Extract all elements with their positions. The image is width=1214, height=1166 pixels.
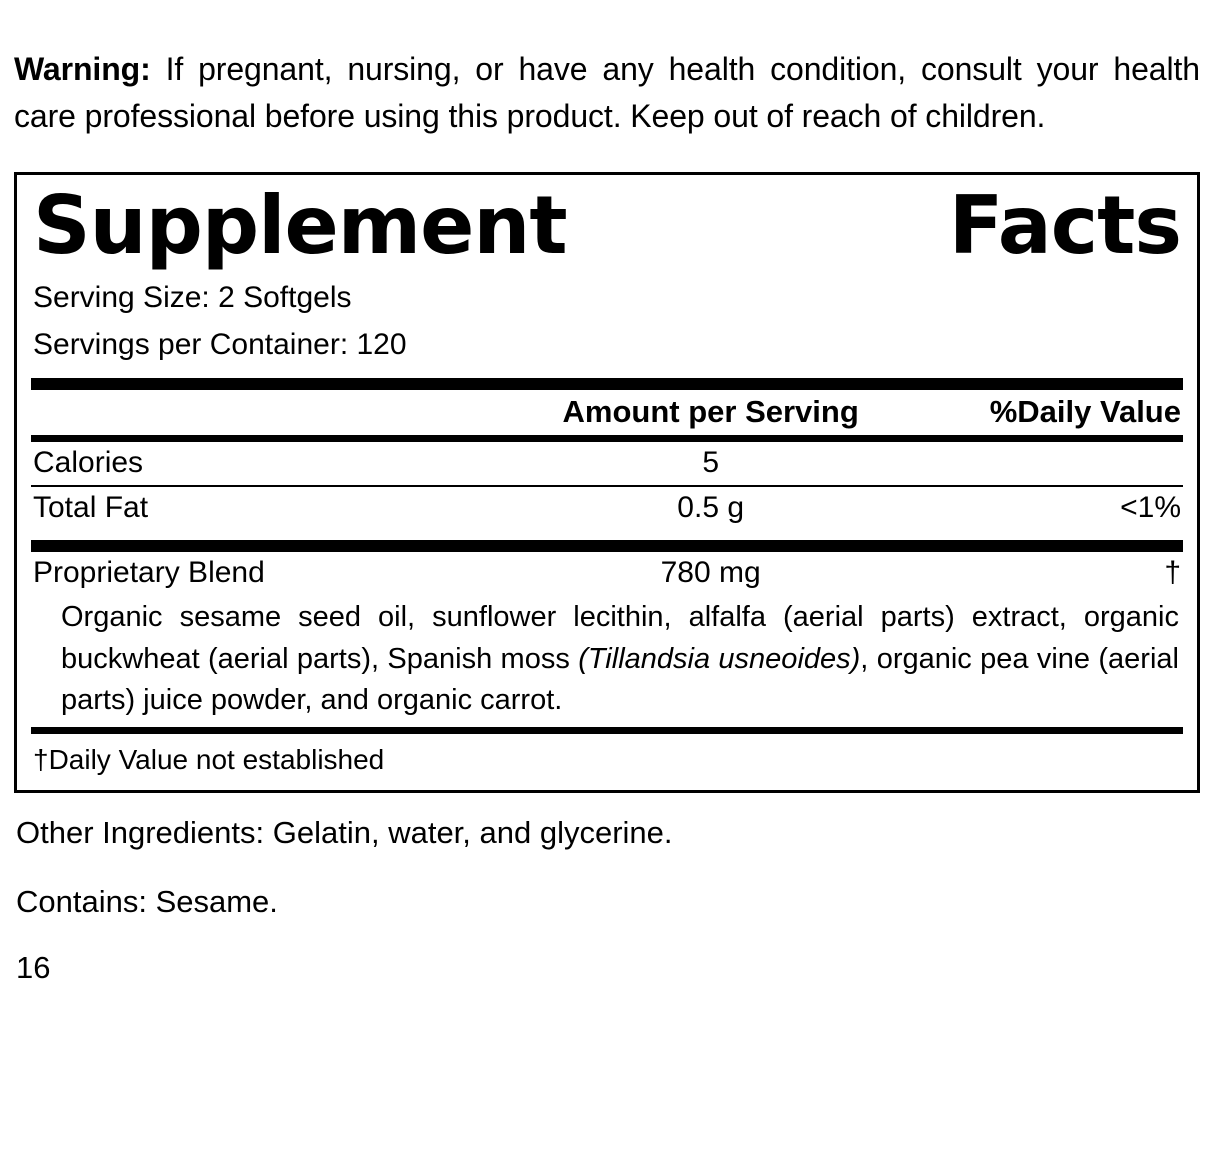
serving-size: Serving Size: 2 Softgels — [33, 281, 352, 315]
nutrition-rows — [31, 442, 1183, 485]
warning-label: Warning: — [14, 51, 151, 87]
contains-statement: Contains: Sesame. — [16, 883, 278, 919]
blend-description-pre: Organic sesame seed oil, sunflower lecithin, alfalfa (aerial parts) extract, organic buckwheat (aerial parts), Spanish moss — [61, 601, 1179, 675]
table-header-row — [31, 390, 1183, 435]
supplement-facts-title-right: Facts — [948, 179, 1181, 273]
row-blend-amount: 780 mg — [660, 556, 761, 590]
row-blend-dv: † — [1164, 556, 1181, 590]
divider-above-footnote — [31, 727, 1183, 734]
nutrition-rows-2 — [31, 487, 1183, 530]
blend-description — [31, 595, 1183, 727]
warning-paragraph — [14, 32, 1200, 140]
table-row — [31, 487, 1183, 530]
row-total-fat-dv: <1% — [1120, 491, 1181, 525]
divider-thick-top — [31, 378, 1183, 390]
row-total-fat-amount: 0.5 g — [677, 491, 745, 525]
supplement-label-page — [0, 32, 1214, 1166]
table-row — [31, 552, 1183, 595]
divider-thick-mid — [31, 540, 1183, 552]
row-calories-amount: 5 — [702, 446, 720, 480]
daily-value-footnote: †Daily Value not established — [33, 743, 385, 775]
supplement-facts-title-left: Supplement — [33, 179, 567, 273]
proprietary-blend-row — [31, 552, 1183, 595]
blend-description-italic: (Tillandsia usneoides) — [578, 642, 861, 675]
row-blend-name: Proprietary Blend — [33, 556, 265, 590]
row-calories-name: Calories — [33, 446, 144, 480]
nutrition-table — [31, 390, 1183, 435]
servings-per-container: Servings per Container: 120 — [33, 327, 407, 361]
row-total-fat-name: Total Fat — [33, 491, 149, 525]
other-ingredients: Other Ingredients: Gelatin, water, and glycerine. — [16, 815, 673, 851]
row-calories-dv — [930, 442, 1183, 485]
page-number: 16 — [16, 949, 51, 985]
blend-description-post: , organic pea vine (aerial parts) juice powder, and organic carrot. — [61, 642, 1179, 716]
header-amount-per-serving: Amount per Serving — [562, 394, 859, 430]
warning-text: If pregnant, nursing, or have any health condition, consult your health care professional before using this product. Keep out of reach of children. — [14, 51, 1200, 135]
supplement-facts-panel — [14, 172, 1200, 793]
supplement-facts-title — [31, 175, 1183, 275]
header-spacer — [31, 390, 492, 435]
header-daily-value: %Daily Value — [989, 394, 1181, 430]
divider-under-header — [31, 435, 1183, 442]
table-row — [31, 442, 1183, 485]
